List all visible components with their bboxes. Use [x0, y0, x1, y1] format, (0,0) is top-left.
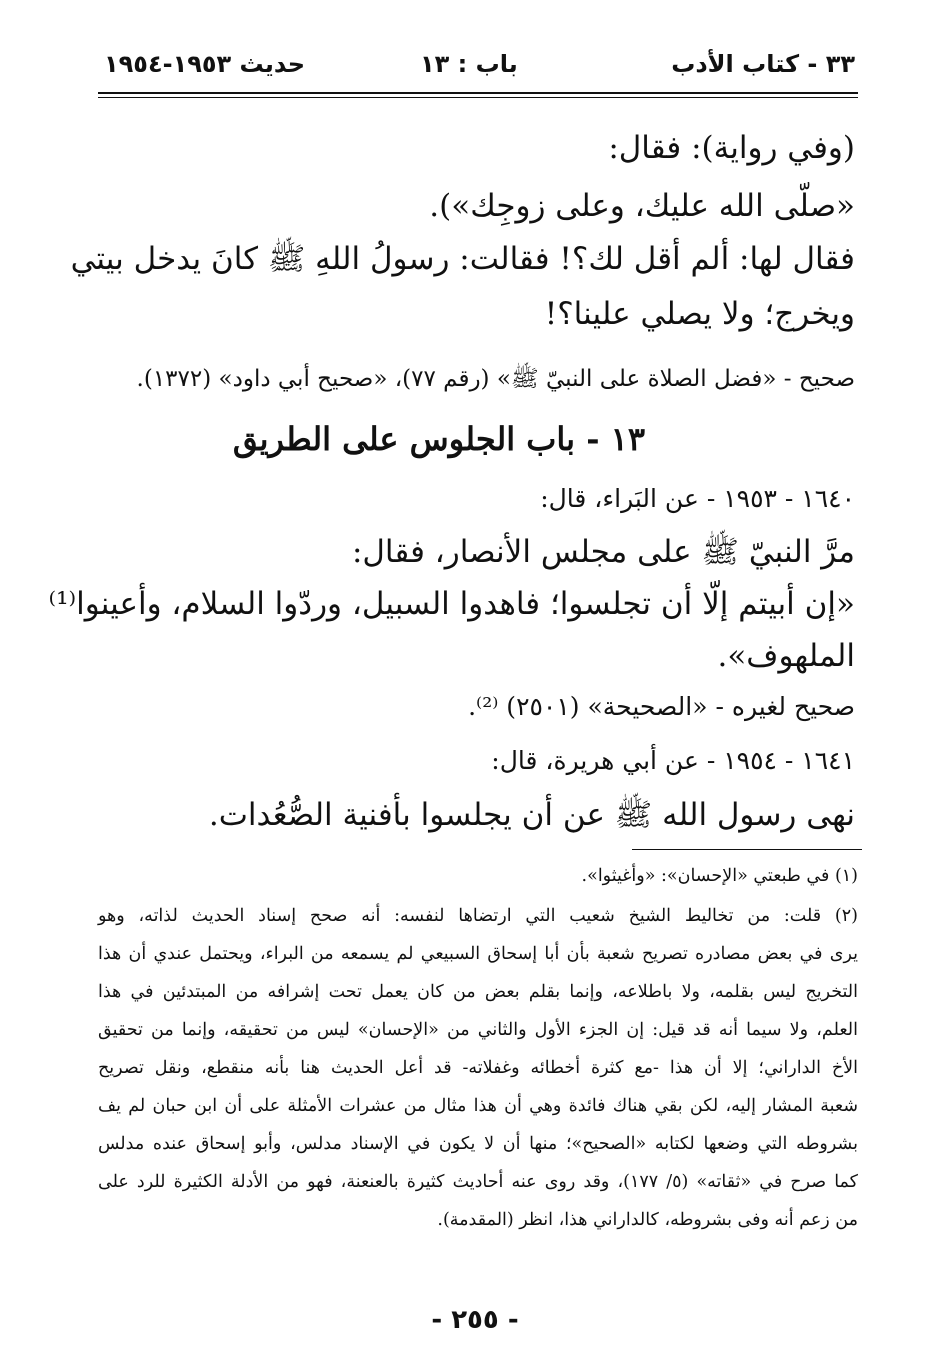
header-hadith-range: حديث ١٩٥٣-١٩٥٤: [104, 50, 306, 78]
hadith-number: ١٦٤٠ - ١٩٥٣ - عن البَراء، قال:: [540, 484, 855, 513]
hadith-number: ١٦٤١ - ١٩٥٤ - عن أبي هريرة، قال:: [491, 746, 855, 775]
header-chapter: ٣٣ - كتاب الأدب: [671, 50, 855, 78]
footnote-1: (١) في طبعتي «الإحسان»: «وأغيثوا».: [581, 866, 858, 886]
text-line: مرَّ النبيّ ﷺ على مجلس الأنصار، فقال:: [351, 534, 855, 570]
text-line: ويخرج؛ ولا يصلي علينا؟!: [544, 296, 855, 332]
text-line: (وفي رواية): فقال:: [608, 130, 855, 166]
text-line: «إن أبيتم إلّا أن تجلسوا؛ فاهدوا السبيل، وردّوا السلام، وأعينوا⁽¹⁾: [48, 586, 855, 622]
footnote-2-line: العلم، ولا سيما أنه قد قيل: إن الجزء الأول والثاني من «الإحسان» ليس من تحقيقه، وإنما من تحقيق: [98, 1020, 858, 1040]
footnote-2-line: من زعم أنه وفى بشروطه، كالداراني هذا، انظر (المقدمة).: [437, 1210, 858, 1230]
header-section: باب : ١٣: [420, 50, 518, 78]
footnote-separator: [632, 849, 862, 850]
footnote-2-line: الأخ الداراني؛ إلا أن هذا -مع كثرة أخطائه وغفلاته- قد أعل الحديث هنا بأنه منقطع، ونقل تصريح: [98, 1058, 858, 1078]
text-line: فقال لها: ألم أقل لك؟! فقالت: رسولُ اللهِ ﷺ كانَ يدخل بيتي: [70, 241, 855, 277]
chapter-title: ١٣ - باب الجلوس على الطريق: [232, 420, 645, 458]
header-rule-thin: [98, 97, 858, 98]
footnote-2-line: يرى في بعض مصادره تصريح شعبة بأن أبا إسحاق السبيعي لم يسمعه من البراء، ويحتمل عندي أن هذا: [98, 944, 858, 964]
text-line: نهى رسول الله ﷺ عن أن يجلسوا بأفنية الصُّعُدات.: [208, 797, 855, 833]
text-line: الملهوف».: [717, 638, 855, 674]
text-line: «صلّى الله عليك، وعلى زوجِك»).: [429, 188, 855, 224]
footnote-2-line: بشروطه التي وضعها لكتابه «الصحيح»؛ منها أن لا يكون في الإسناد مدلس، وأبو إسحاق عنده مدلس: [98, 1134, 858, 1154]
footnote-2-line: كما صرح في «ثقاته» (٥/ ١٧٧)، وقد روى عنه أحاديث كثيرة بالعنعنة، فهو من الأدلة الكثيرة للرد على: [98, 1172, 858, 1192]
grading-line: صحيح لغيره - «الصحيحة» (٢٥٠١) ⁽²⁾.: [468, 692, 855, 721]
footnote-2-line: التخريج ليس بقلمه، ولا باطلاعه، وإنما بقلم بعض من كان يعمل تحت إشرافه من المبتدئين في هذا: [98, 982, 858, 1002]
grading-line: صحيح - «فضل الصلاة على النبيّ ﷺ» (رقم ٧٧)، «صحيح أبي داود» (١٣٧٢).: [136, 366, 855, 392]
footnote-2-line: شعبة المشار إليه، لكن بقي هناك فائدة وهي أن هذا مثال من عشرات الأمثلة على أن ابن حبان لم يف: [98, 1096, 858, 1116]
page-number: - ٢٥٥ -: [431, 1305, 519, 1335]
footnote-2-line: (٢) قلت: من تخاليط الشيخ شعيب التي ارتضاها لنفسه: أنه صحح إسناد الحديث لذاته، وهو: [98, 906, 858, 926]
header-rule: [98, 92, 858, 94]
